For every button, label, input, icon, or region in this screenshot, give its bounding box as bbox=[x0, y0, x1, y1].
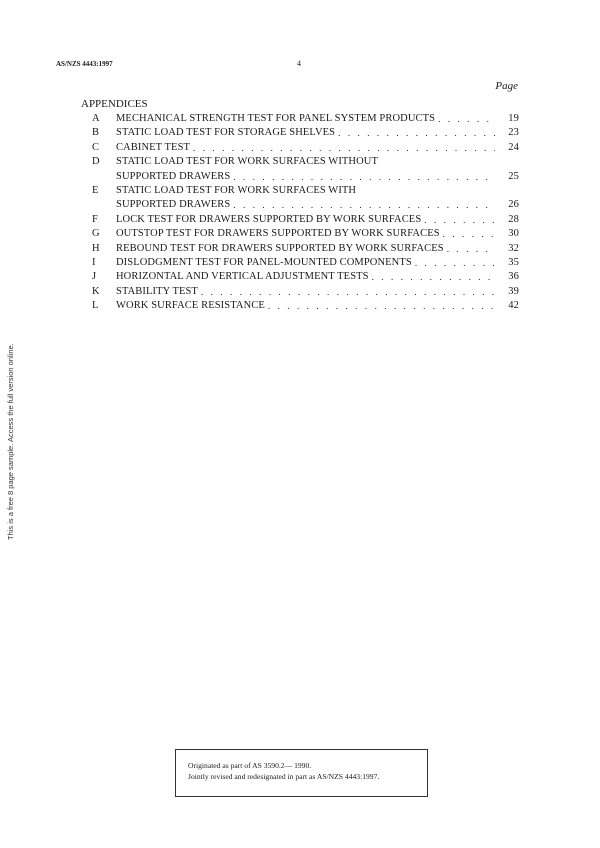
toc-entry[interactable] bbox=[92, 126, 519, 140]
toc-entry-letter: G bbox=[92, 228, 100, 240]
toc-entry-title: REBOUND TEST FOR DRAWERS SUPPORTED BY WORK SURFACES bbox=[116, 242, 444, 254]
toc-entry[interactable] bbox=[92, 213, 519, 227]
toc-entry-letter: F bbox=[92, 213, 98, 225]
toc-entry-letter bbox=[92, 170, 116, 184]
toc-entry-title: STATIC LOAD TEST FOR STORAGE SHELVES bbox=[116, 127, 336, 139]
toc-entry[interactable] bbox=[92, 242, 519, 256]
toc-entry-page: 32 bbox=[508, 242, 519, 254]
toc-entry-letter: E bbox=[92, 184, 99, 196]
page-column-label: Page bbox=[495, 80, 518, 92]
dot-leader bbox=[233, 170, 495, 184]
toc-entry-title-wrap bbox=[116, 256, 495, 270]
toc-entry[interactable] bbox=[92, 170, 519, 184]
appendices-heading: APPENDICES bbox=[81, 98, 148, 110]
dot-leader bbox=[201, 285, 495, 299]
toc-entry-page: 42 bbox=[508, 300, 519, 312]
toc-entry-title-wrap bbox=[116, 170, 495, 184]
page-number: 4 bbox=[297, 59, 301, 68]
origin-note-line-1: Originated as part of AS 3590.2— 1990. bbox=[188, 761, 312, 770]
toc-entry[interactable] bbox=[92, 299, 519, 313]
toc-entry-letter: B bbox=[92, 127, 100, 139]
toc-entry[interactable] bbox=[92, 256, 519, 270]
toc-entry-page bbox=[495, 155, 519, 169]
toc-entry[interactable] bbox=[92, 141, 519, 155]
toc-entry[interactable] bbox=[92, 155, 519, 169]
dot-leader bbox=[193, 141, 495, 155]
toc-entry-page: 39 bbox=[508, 285, 519, 297]
toc-entry-letter: A bbox=[92, 113, 100, 124]
toc-entry-title-wrap bbox=[116, 227, 495, 241]
toc-entry-letter: L bbox=[92, 300, 99, 312]
appendix-toc-list bbox=[92, 112, 519, 313]
toc-entry-title: SUPPORTED DRAWERS bbox=[116, 170, 231, 182]
toc-entry-letter bbox=[92, 198, 116, 212]
toc-entry-title-wrap bbox=[116, 126, 495, 140]
toc-entry-page: 19 bbox=[508, 113, 519, 124]
toc-entry-title: OUTSTOP TEST FOR DRAWERS SUPPORTED BY WORK SURFACES bbox=[116, 228, 440, 240]
toc-entry-title-wrap bbox=[116, 285, 495, 299]
toc-entry-letter: K bbox=[92, 285, 100, 297]
toc-entry-title: CABINET TEST bbox=[116, 141, 191, 153]
origin-note-line-2: Jointly revised and redesignated in part as AS/NZS 4443:1997. bbox=[188, 772, 380, 781]
dot-leader bbox=[443, 227, 495, 241]
toc-entry-title-wrap bbox=[116, 270, 495, 284]
toc-entry-title: STATIC LOAD TEST FOR WORK SURFACES WITH bbox=[116, 184, 357, 196]
dot-leader bbox=[233, 198, 495, 212]
toc-entry[interactable] bbox=[92, 184, 519, 198]
dot-leader bbox=[447, 242, 495, 256]
toc-entry-page: 28 bbox=[508, 213, 519, 225]
toc-entry-page bbox=[495, 184, 519, 198]
toc-entry-title: MECHANICAL STRENGTH TEST FOR PANEL SYSTEM PRODUCTS bbox=[116, 113, 436, 124]
dot-leader bbox=[438, 112, 495, 126]
toc-entry-page: 30 bbox=[508, 228, 519, 240]
toc-entry-letter: J bbox=[92, 271, 97, 283]
toc-entry-page: 26 bbox=[508, 199, 519, 211]
toc-entry-title-wrap bbox=[116, 184, 495, 198]
toc-entry-title-wrap bbox=[116, 299, 495, 313]
toc-entry-title: STATIC LOAD TEST FOR WORK SURFACES WITHOUT bbox=[116, 156, 378, 168]
origin-note-box bbox=[175, 749, 428, 797]
toc-entry-title-wrap bbox=[116, 213, 495, 227]
dot-leader bbox=[415, 256, 495, 270]
toc-entry-title-wrap bbox=[116, 155, 495, 169]
toc-entry[interactable] bbox=[92, 112, 519, 126]
toc-entry-page: 25 bbox=[508, 170, 519, 182]
toc-entry-title: WORK SURFACE RESISTANCE bbox=[116, 300, 265, 312]
toc-entry-title: LOCK TEST FOR DRAWERS SUPPORTED BY WORK SURFACES bbox=[116, 213, 422, 225]
toc-entry-page: 35 bbox=[508, 256, 519, 268]
toc-entry-page: 36 bbox=[508, 271, 519, 283]
standard-number: AS/NZS 4443:1997 bbox=[56, 60, 113, 68]
toc-entry-title-wrap bbox=[116, 242, 495, 256]
toc-entry-page: 23 bbox=[508, 127, 519, 139]
toc-entry-page: 24 bbox=[508, 141, 519, 153]
toc-entry-letter: I bbox=[92, 256, 96, 268]
dot-leader bbox=[268, 299, 495, 313]
toc-entry-title-wrap bbox=[116, 198, 495, 212]
dot-leader bbox=[372, 270, 495, 284]
toc-entry-title: HORIZONTAL AND VERTICAL ADJUSTMENT TESTS bbox=[116, 271, 369, 283]
toc-entry-title: DISLODGMENT TEST FOR PANEL-MOUNTED COMPONENTS bbox=[116, 256, 412, 268]
toc-entry-title-wrap bbox=[116, 141, 495, 155]
toc-entry-letter: H bbox=[92, 242, 100, 254]
toc-entry[interactable] bbox=[92, 270, 519, 284]
toc-entry-letter: C bbox=[92, 141, 100, 153]
toc-entry[interactable] bbox=[92, 285, 519, 299]
dot-leader bbox=[424, 213, 495, 227]
toc-entry-title: SUPPORTED DRAWERS bbox=[116, 199, 231, 211]
toc-entry-title: STABILITY TEST bbox=[116, 285, 198, 297]
sample-side-note: This is a free 8 page sample. Access the full version online. bbox=[6, 343, 15, 540]
toc-entry[interactable] bbox=[92, 227, 519, 241]
toc-entry-title-wrap bbox=[116, 112, 495, 126]
toc-entry-letter: D bbox=[92, 156, 100, 168]
toc-entry[interactable] bbox=[92, 198, 519, 212]
dot-leader bbox=[338, 126, 495, 140]
